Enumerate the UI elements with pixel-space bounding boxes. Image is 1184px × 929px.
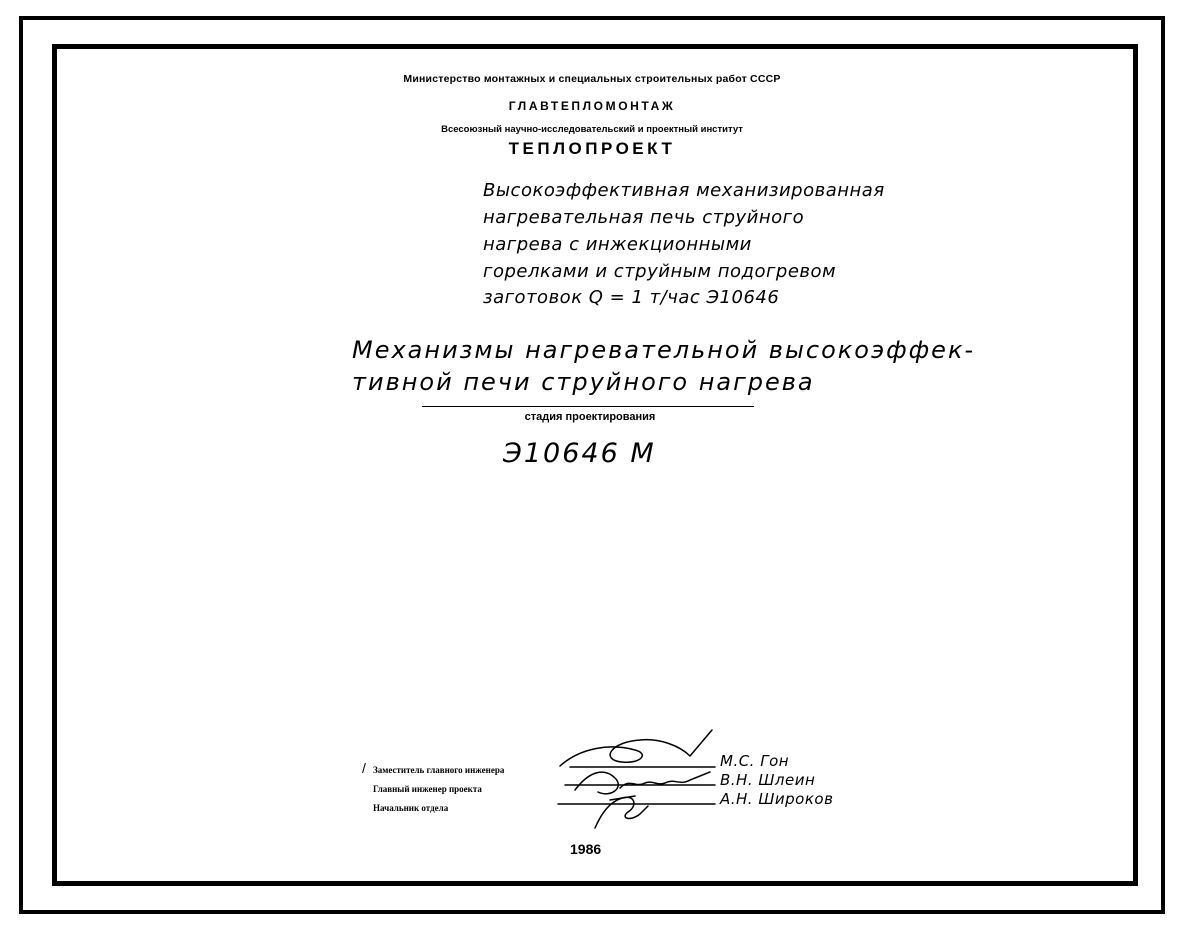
approval-role: Начальник отдела (373, 803, 449, 813)
agency-name: ГЛАВТЕПЛОМОНТАЖ (508, 99, 676, 113)
document-title-line: тивной печи струйного нагрева (352, 368, 815, 396)
project-description-line: Высокоэффективная механизированная (483, 180, 885, 201)
handwritten-signatures (540, 728, 740, 838)
project-description-line: нагревательная печь струйного (483, 207, 805, 228)
ministry-name: Министерство монтажных и специальных строительных работ СССР (403, 73, 781, 85)
approver-name: М.С. Гон (720, 752, 790, 770)
approval-role: Заместитель главного инженера (373, 765, 505, 775)
bracket-mark: / (362, 760, 366, 776)
project-description-line: нагрева с инжекционными (483, 234, 752, 255)
title-underline (422, 406, 754, 407)
signatures-graphic (540, 728, 740, 838)
document-code: Э10646 М (503, 438, 656, 469)
approver-name: В.Н. Шлеин (720, 771, 816, 789)
institute-name: ТЕПЛОПРОЕКТ (508, 139, 676, 158)
institute-description: Всесоюзный научно-исследовательский и проектный институт (441, 124, 743, 135)
project-description-line: заготовок Q = 1 т/час Э10646 (483, 287, 780, 308)
year: 1986 (570, 841, 602, 857)
approver-name: А.Н. Широков (720, 790, 834, 808)
project-description-line: горелками и струйным подогревом (483, 261, 837, 282)
approval-role: Главный инженер проекта (373, 784, 482, 794)
stage-label: стадия проектирования (524, 411, 656, 423)
document-title-line: Механизмы нагревательной высокоэффек- (352, 336, 976, 364)
